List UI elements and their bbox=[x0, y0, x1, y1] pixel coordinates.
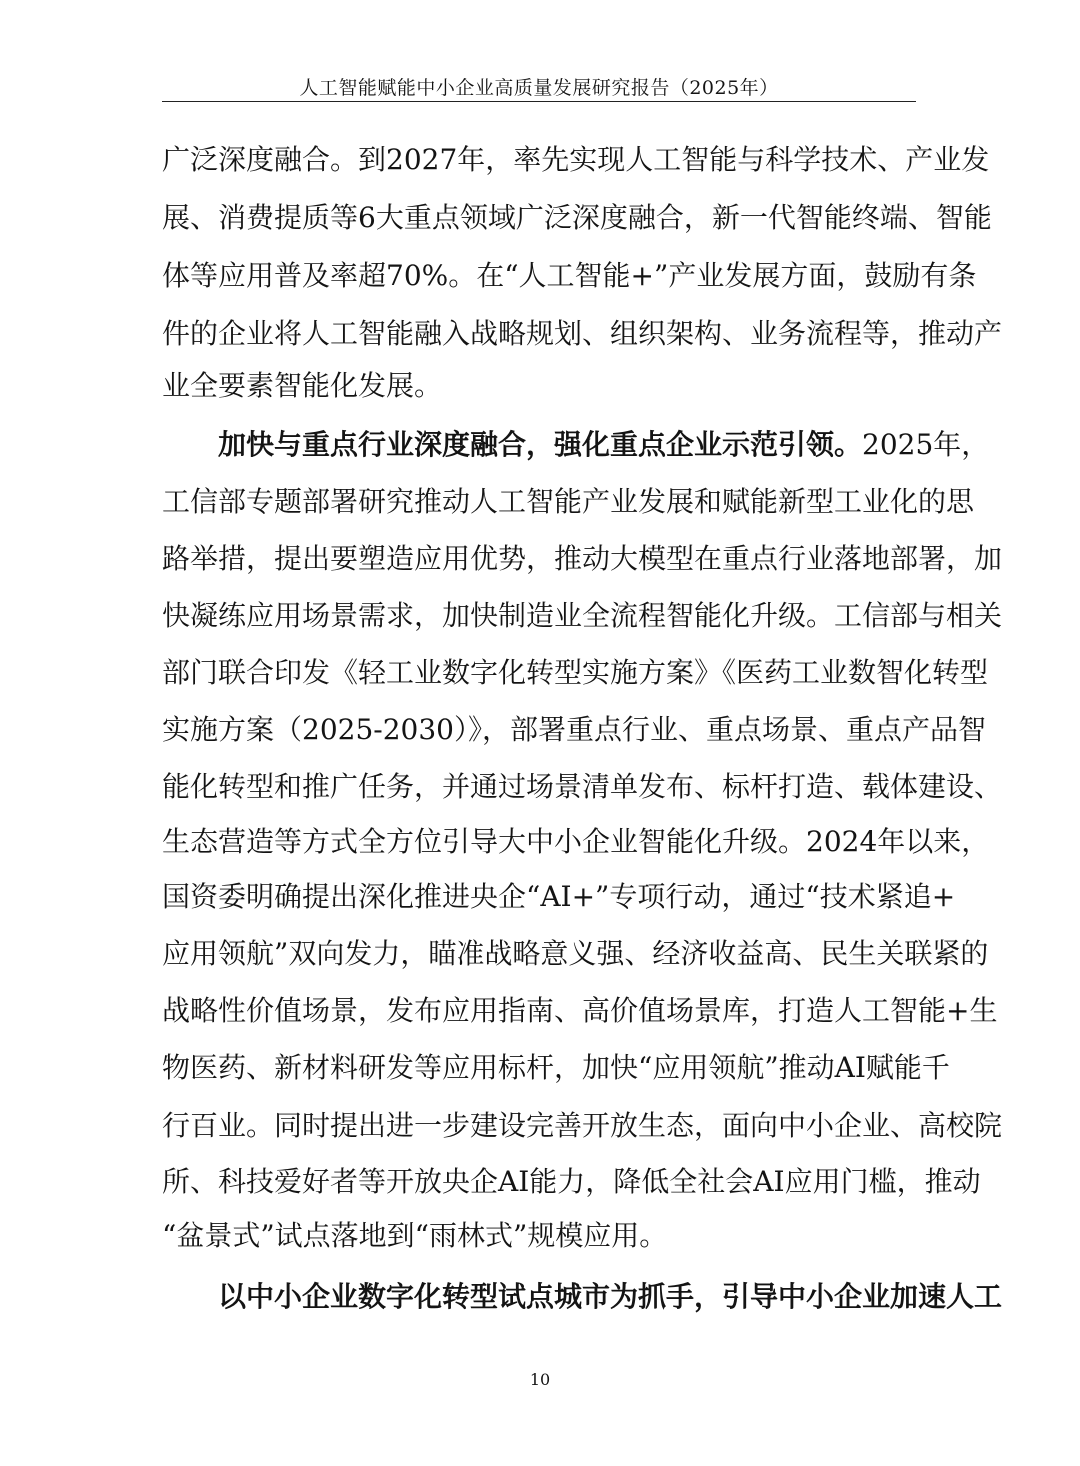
text-line: 体等应用普及率超70%。在“人工智能+”产业发展方面，鼓励有条 bbox=[162, 259, 977, 292]
text-line: 件的企业将人工智能融入战略规划、组织架构、业务流程等，推动产 bbox=[162, 317, 1003, 350]
text-line: 行百业。同时提出进一步建设完善开放生态，面向中小企业、高校院 bbox=[162, 1109, 1003, 1142]
text-line: “盆景式”试点落地到“雨林式”规模应用。 bbox=[162, 1219, 668, 1252]
paragraph-lead-line: 加快与重点行业深度融合，强化重点企业示范引领。2025年， bbox=[218, 428, 990, 461]
text-line: 战略性价值场景，发布应用指南、高价值场景库，打造人工智能+生 bbox=[162, 994, 998, 1027]
text-line: 业全要素智能化发展。 bbox=[162, 369, 443, 402]
page-number: 10 bbox=[529, 1370, 551, 1389]
text-line: 部门联合印发《轻工业数字化转型实施方案》《医药工业数智化转型 bbox=[162, 656, 989, 689]
header-rule bbox=[162, 101, 916, 102]
text-line: 能化转型和推广任务，并通过场景清单发布、标杆打造、载体建设、 bbox=[162, 770, 1003, 803]
text-line: 路举措，提出要塑造应用优势，推动大模型在重点行业落地部署，加 bbox=[162, 542, 1003, 575]
text-line: 所、科技爱好者等开放央企AI能力，降低全社会AI应用门槛，推动 bbox=[162, 1165, 981, 1198]
text-line: 快凝练应用场景需求，加快制造业全流程智能化升级。工信部与相关 bbox=[162, 599, 1003, 632]
text-line: 物医药、新材料研发等应用标杆，加快“应用领航”推动AI赋能千 bbox=[162, 1051, 950, 1084]
paragraph-heading: 以中小企业数字化转型试点城市为抓手，引导中小企业加速人工 bbox=[218, 1280, 1003, 1313]
text-line: 工信部专题部署研究推动人工智能产业发展和赋能新型工业化的思 bbox=[162, 485, 975, 518]
paragraph-heading: 加快与重点行业深度融合，强化重点企业示范引领。 bbox=[218, 428, 863, 461]
text-line: 国资委明确提出深化推进央企“AI+”专项行动，通过“技术紧追+ bbox=[162, 880, 956, 913]
text-line: 广泛深度融合。到2027年，率先实现人工智能与科学技术、产业发 bbox=[162, 143, 990, 176]
text-line: 生态营造等方式全方位引导大中小企业智能化升级。2024年以来， bbox=[162, 825, 990, 858]
paragraph-lead-line bbox=[218, 1277, 1003, 1317]
running-header: 人工智能赋能中小企业高质量发展研究报告（2025年） bbox=[299, 77, 779, 99]
text-line: 应用领航”双向发力，瞄准战略意义强、经济收益高、民生关联紧的 bbox=[162, 937, 989, 970]
text-line: 实施方案（2025-2030）》，部署重点行业、重点场景、重点产品智 bbox=[162, 713, 986, 746]
text-line: 展、消费提质等6大重点领域广泛深度融合，新一代智能终端、智能 bbox=[162, 201, 992, 234]
